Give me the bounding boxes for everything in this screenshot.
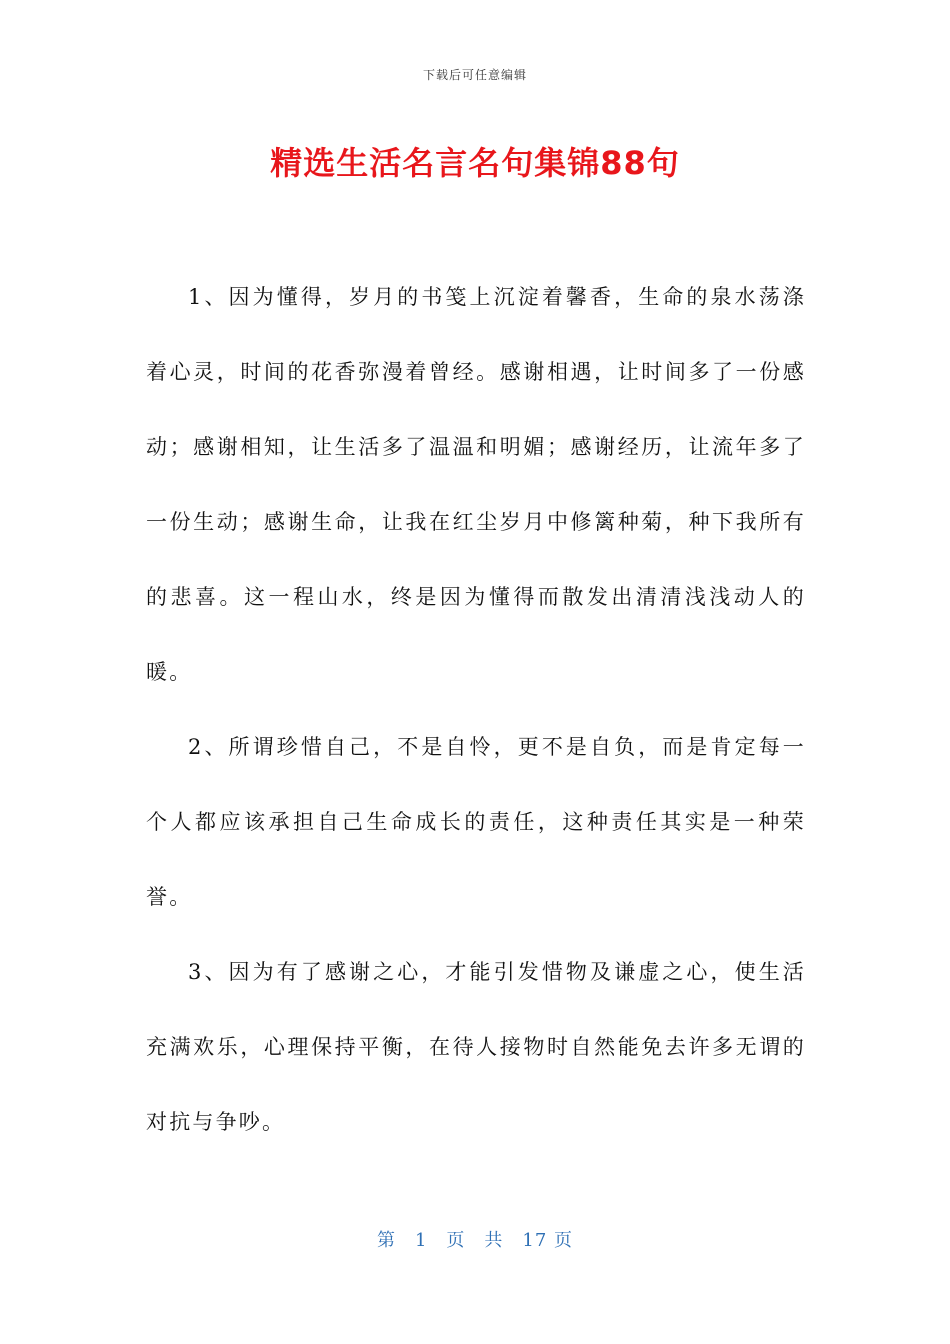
- paragraph-1: 1、因为懂得，岁月的书笺上沉淀着馨香，生命的泉水荡涤着心灵，时间的花香弥漫着曾经。感谢相遇，让时间多了一份感动；感谢相知，让生活多了温温和明媚；感谢经历，让流年多了一份生动；感谢生命，让我在红尘岁月中修篱种菊，种下我所有的悲喜。这一程山水，终是因为懂得而散发出清清浅浅动人的暖。: [146, 285, 806, 684]
- paragraph-2: 2、所谓珍惜自己，不是自怜，更不是自负，而是肯定每一个人都应该承担自己生命成长的责任，这种责任其实是一种荣誉。: [146, 735, 806, 909]
- document-title: 精选生活名言名句集锦88句: [270, 144, 680, 182]
- page-number-footer: 第 1 页 共 17 页: [376, 1230, 574, 1251]
- header-note: 下载后可任意编辑: [422, 68, 527, 82]
- document-body: [146, 260, 806, 1160]
- paragraph-3: 3、因为有了感谢之心，才能引发惜物及谦虚之心，使生活充满欢乐，心理保持平衡，在待人接物时自然能免去许多无谓的对抗与争吵。: [146, 960, 806, 1134]
